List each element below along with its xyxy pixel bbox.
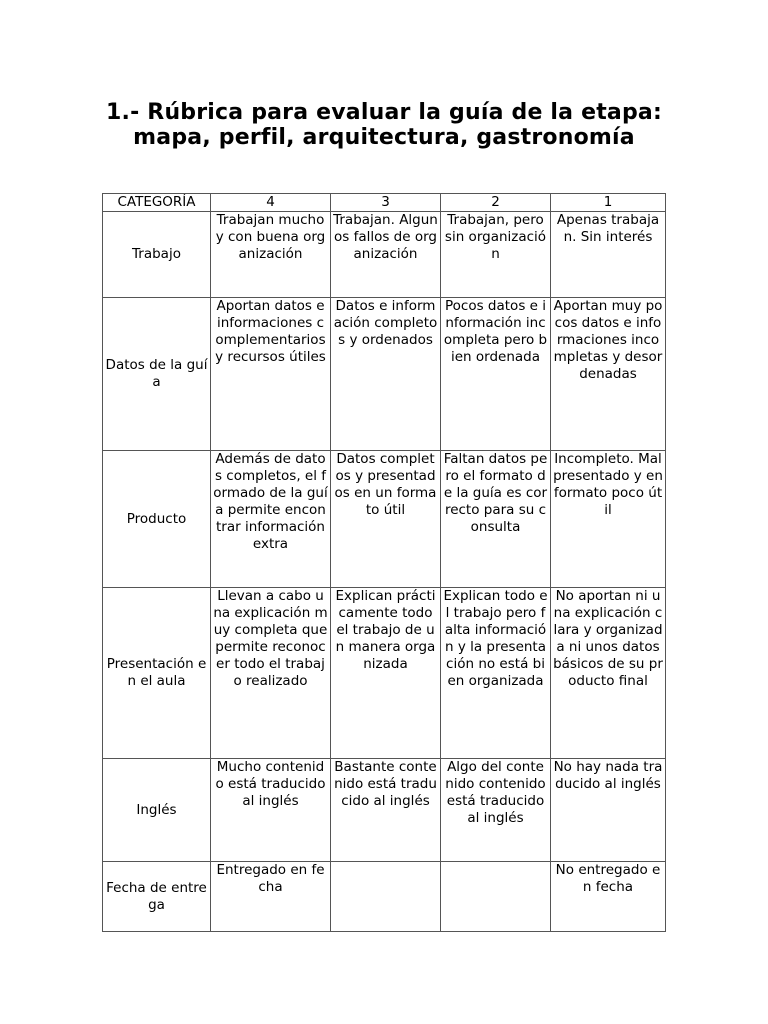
- page-title: 1.- Rúbrica para evaluar la guía de la etapa: mapa, perfil, arquitectura, gastronomía: [106, 100, 662, 150]
- table-row: [103, 212, 666, 298]
- table-cell: Datos completos y presentados en un formato útil: [331, 451, 441, 588]
- table-row: [103, 451, 666, 588]
- table-cell: Entregado en fecha: [211, 862, 331, 932]
- table-row: [103, 759, 666, 862]
- table-cell: Trabajan, pero sin organización: [441, 212, 551, 298]
- table-cell: Mucho contenido está traducido al inglés: [211, 759, 331, 862]
- table-cell: Llevan a cabo una explicación muy completa que permite reconocer todo el trabajo realizado: [211, 588, 331, 759]
- table-cell: Bastante contenido está traducido al inglés: [331, 759, 441, 862]
- table-cell: Pocos datos e información incompleta pero bien ordenada: [441, 298, 551, 451]
- category-cell: Presentación en el aula: [103, 588, 211, 759]
- header-cell-score-2: 2: [441, 194, 551, 212]
- category-cell: Datos de la guía: [103, 298, 211, 451]
- table-cell: Trabajan mucho y con buena organización: [211, 212, 331, 298]
- header-cell-score-4: 4: [211, 194, 331, 212]
- table-row: [103, 588, 666, 759]
- table-cell: Aportan muy pocos datos e informaciones incompletas y desordenadas: [551, 298, 666, 451]
- header-cell-score-1: 1: [551, 194, 666, 212]
- table-cell: [331, 862, 441, 932]
- header-cell-category: CATEGORÍA: [103, 194, 211, 212]
- category-cell: Fecha de entrega: [103, 862, 211, 932]
- table-cell: No hay nada traducido al inglés: [551, 759, 666, 862]
- category-cell: Inglés: [103, 759, 211, 862]
- table-cell: Incompleto. Mal presentado y en formato poco útil: [551, 451, 666, 588]
- table-row: [103, 298, 666, 451]
- table-cell: Aportan datos e informaciones complementarios y recursos útiles: [211, 298, 331, 451]
- header-cell-score-3: 3: [331, 194, 441, 212]
- rubric-table: [102, 193, 666, 932]
- table-cell: Explican todo el trabajo pero falta información y la presentación no está bien organizada: [441, 588, 551, 759]
- table-cell: Datos e información completos y ordenados: [331, 298, 441, 451]
- table-row: [103, 862, 666, 932]
- category-cell: Producto: [103, 451, 211, 588]
- table-cell: Apenas trabajan. Sin interés: [551, 212, 666, 298]
- table-cell: [441, 862, 551, 932]
- table-cell: Además de datos completos, el formado de la guía permite encontrar información extra: [211, 451, 331, 588]
- table-cell: No aportan ni una explicación clara y organizada ni unos datos básicos de su producto final: [551, 588, 666, 759]
- table-cell: Faltan datos pero el formato de la guía es correcto para su consulta: [441, 451, 551, 588]
- category-cell: Trabajo: [103, 212, 211, 298]
- table-cell: Explican prácticamente todo el trabajo de un manera organizada: [331, 588, 441, 759]
- table-cell: Trabajan. Algunos fallos de organización: [331, 212, 441, 298]
- table-cell: No entregado en fecha: [551, 862, 666, 932]
- table-cell: Algo del contenido contenido está traducido al inglés: [441, 759, 551, 862]
- header-row: [103, 194, 666, 212]
